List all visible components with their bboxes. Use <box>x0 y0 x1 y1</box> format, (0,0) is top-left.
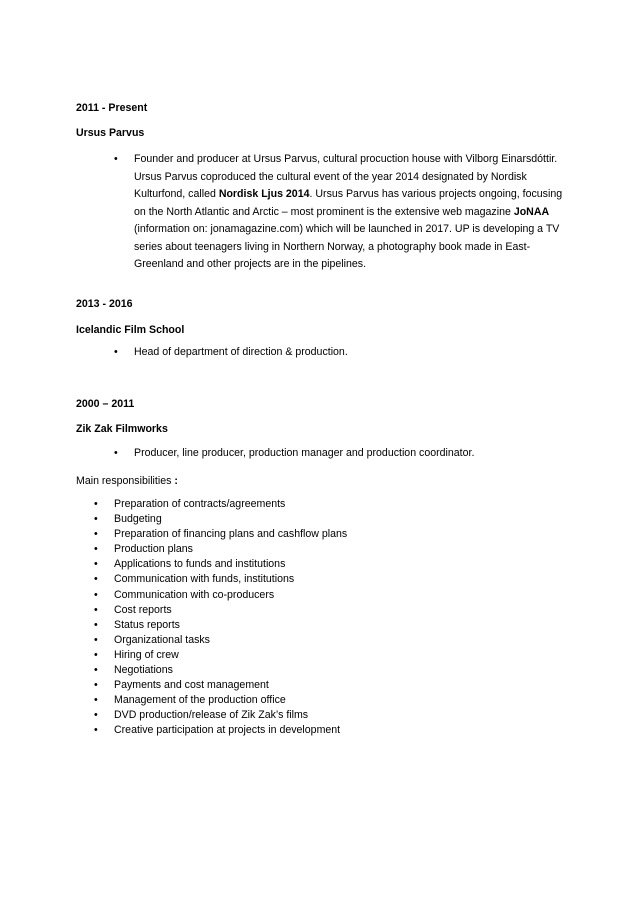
bold-term: JoNAA <box>513 205 550 218</box>
bullet-icon: • <box>94 603 98 616</box>
responsibilities-label: Main responsibilities : <box>76 475 178 487</box>
bullet-item <box>116 344 576 362</box>
bullet-text: Founder and producer at Ursus Parvus, cultural procuction house with Vilborg Einarsdóttir. Ursus Parvus coproduced the cultural event of the year 2014 designated by Nordisk Kulturfond, called Nordisk Ljus 2014. Ursus Parvus has various projects ongoing, focusing on the North Atlantic and Arctic – most prominent is the extensive web magazine JoNAA (information on: jonamagazine.com) which will be launched in 2017. UP is developing a TV series about teenagers living in Northern Norway, a photography book made in East-Greenland and other projects are in the pipelines. <box>134 153 563 270</box>
bullet-icon: • <box>94 558 98 571</box>
bullet-icon: • <box>114 153 118 165</box>
list-item-text: Hiring of crew <box>114 648 179 661</box>
bullet-icon: • <box>94 694 98 707</box>
bullet-item <box>114 151 576 270</box>
list-item-text: Status reports <box>114 618 180 631</box>
period-heading: 2011 - Present <box>76 102 148 114</box>
bullet-icon: • <box>114 447 118 459</box>
organization-heading: Icelandic Film School <box>76 324 185 336</box>
list-item-text: Applications to funds and institutions <box>114 558 286 571</box>
list-item-text: Preparation of contracts/agreements <box>114 498 286 510</box>
list-item-text: Preparation of financing plans and cashflow plans <box>114 528 348 541</box>
bullet-item <box>116 445 576 463</box>
bullet-icon: • <box>94 528 98 541</box>
list-item-text: Management of the production office <box>114 694 286 707</box>
list-item-text: Organizational tasks <box>114 633 210 646</box>
period-heading: 2000 – 2011 <box>76 398 135 410</box>
list-item-text: Cost reports <box>114 603 172 616</box>
list-item-text: Creative participation at projects in development <box>114 724 341 737</box>
list-item-text: Budgeting <box>114 513 162 526</box>
bullet-icon: • <box>94 573 98 586</box>
list-item-text: Negotiations <box>114 664 173 677</box>
bullet-text: Head of department of direction & production. <box>134 346 348 358</box>
list-item-text: Communication with funds, institutions <box>114 573 295 586</box>
bullet-icon: • <box>114 346 118 358</box>
list-item-text: Communication with co-producers <box>114 588 275 601</box>
bullet-icon: • <box>94 648 98 661</box>
bullet-text: Producer, line producer, production manager and production coordinator. <box>134 447 475 459</box>
bullet-icon: • <box>94 543 98 556</box>
organization-heading: Zik Zak Filmworks <box>76 423 168 435</box>
bullet-icon: • <box>94 709 98 722</box>
list-item-text: DVD production/release of Zik Zak’s films <box>114 709 309 722</box>
bullet-icon: • <box>94 498 98 510</box>
bullet-icon: • <box>94 724 98 737</box>
period-heading: 2013 - 2016 <box>76 298 133 310</box>
bullet-icon: • <box>94 664 98 677</box>
bullet-icon: • <box>94 618 98 631</box>
bold-term: Nordisk Ljus 2014 <box>218 188 310 200</box>
list-item-text: Production plans <box>114 543 193 556</box>
list-item-text: Payments and cost management <box>114 679 269 692</box>
bullet-icon: • <box>94 513 98 526</box>
bullet-icon: • <box>94 633 98 646</box>
bullet-icon: • <box>94 679 98 692</box>
bullet-icon: • <box>94 588 98 601</box>
organization-heading: Ursus Parvus <box>76 127 145 139</box>
